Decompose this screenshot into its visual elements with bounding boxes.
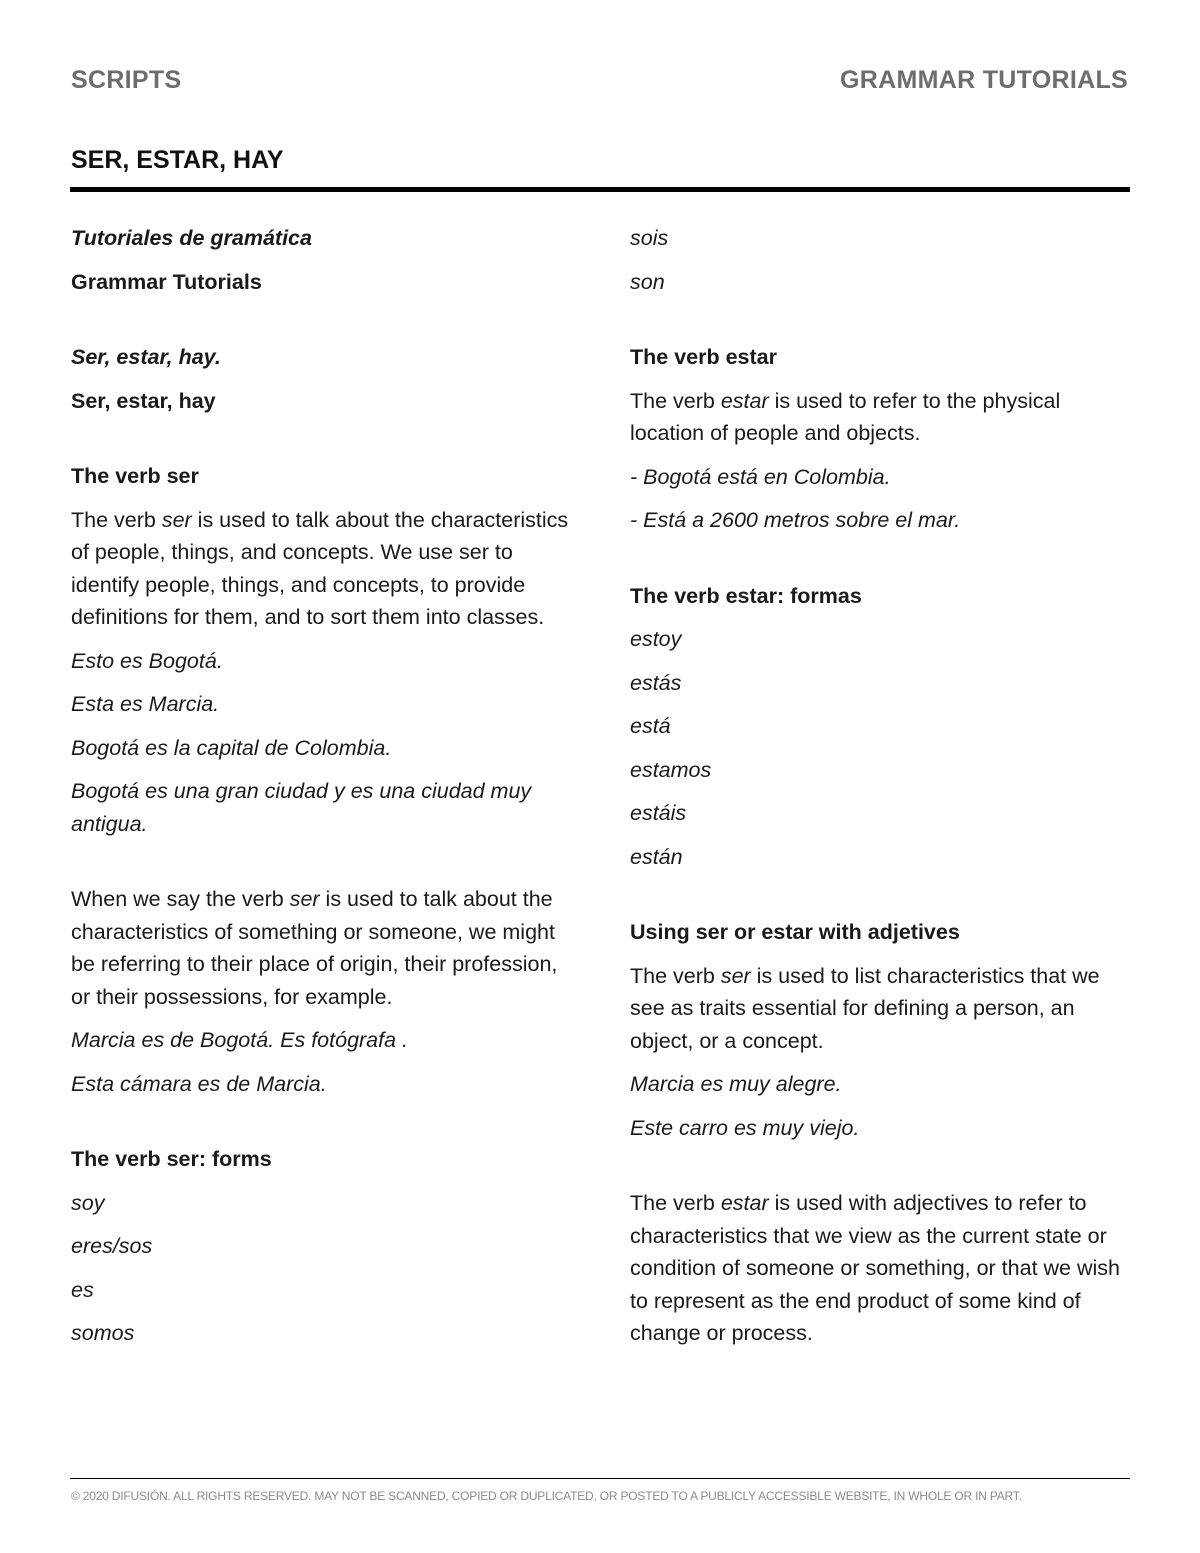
example-sentence: Bogotá es una gran ciudad y es una ciudad muy antigua.: [71, 779, 532, 836]
verb-form: estoy: [630, 627, 682, 651]
example-sentence: Este carro es muy viejo.: [630, 1115, 860, 1140]
section-heading-ser-forms: The verb ser: forms: [71, 1147, 272, 1171]
section-heading-adjectives: Using ser or estar with adjetives: [630, 920, 960, 944]
header-section-label: SCRIPTS: [71, 66, 182, 94]
english-topic: Ser, estar, hay: [71, 388, 216, 413]
right-column: [630, 222, 1130, 1361]
example-sentence: Marcia es muy alegre.: [630, 1072, 842, 1096]
verb-form: estamos: [630, 757, 712, 782]
english-subtitle: Grammar Tutorials: [71, 269, 262, 294]
section-heading-estar-forms: The verb estar: formas: [630, 583, 862, 608]
ser-description: The verb ser is used to talk about the characteristics of people, things, and concepts. We use ser to identify people, things, and concepts, to provide definitions for them, and to sort them into classes.: [71, 507, 569, 629]
footer-divider: [70, 1478, 1130, 1479]
example-sentence: Bogotá es la capital de Colombia.: [71, 735, 392, 760]
verb-form: está: [630, 714, 671, 738]
copyright-footer: © 2020 DIFUSIÓN. ALL RIGHTS RESERVED. MAY NOT BE SCANNED, COPIED OR DUPLICATED, OR POSTED TO A PUBLICLY ACCESSIBLE WEBSITE, IN WHOLE OR IN PART.: [71, 1489, 1022, 1503]
example-sentence: Esta es Marcia.: [71, 692, 220, 716]
verb-form: están: [630, 844, 683, 869]
verb-form: somos: [71, 1321, 135, 1345]
verb-form: soy: [71, 1190, 105, 1215]
estar-description: The verb estar is used to refer to the physical location of people and objects.: [630, 388, 1061, 445]
verb-form: estáis: [630, 801, 687, 825]
section-heading-estar: The verb estar: [630, 345, 777, 369]
ser-adjective-description: The verb ser is used to list characteristics that we see as traits essential for defining a person, an object, or a concept.: [630, 963, 1100, 1053]
page-title: SER, ESTAR, HAY: [71, 146, 284, 174]
example-sentence: - Está a 2600 metros sobre el mar.: [630, 508, 961, 532]
spanish-subtitle: Tutoriales de gramática: [71, 226, 312, 250]
verb-form: son: [630, 269, 665, 294]
section-heading-ser: The verb ser: [71, 464, 199, 488]
verb-form: es: [71, 1277, 94, 1302]
verb-form: eres/sos: [71, 1234, 153, 1258]
verb-form: estás: [630, 670, 682, 695]
ser-usage-description: When we say the verb ser is used to talk about the characteristics of something or someone, we might be referring to their place of origin, their profession, or their possessions, for example.: [71, 887, 558, 1009]
example-sentence: Marcia es de Bogotá. Es fotógrafa .: [71, 1028, 409, 1052]
header-series-label: GRAMMAR TUTORIALS: [840, 66, 1128, 94]
example-sentence: Esto es Bogotá.: [71, 648, 223, 673]
verb-form: sois: [630, 226, 669, 250]
left-column: [71, 222, 571, 1361]
example-sentence: - Bogotá está en Colombia.: [630, 464, 891, 489]
title-divider: [70, 187, 1130, 192]
spanish-topic: Ser, estar, hay.: [71, 345, 221, 369]
example-sentence: Esta cámara es de Marcia.: [71, 1071, 327, 1096]
estar-adjective-description: The verb estar is used with adjectives to refer to characteristics that we view as the current state or condition of someone or something, or that we wish to represent as the end product of some kind of change or process.: [630, 1191, 1120, 1345]
